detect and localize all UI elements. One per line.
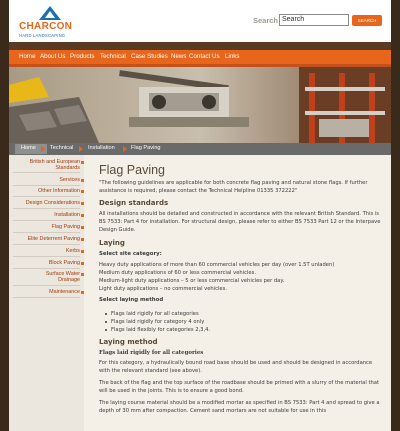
rigid-paragraph-3: The laying course material should be a modified mortar as specified in BS 7533: Part 4 and spread to give a depth of 30 mm after compaction. Cement sand mortars are not suitable for use in this [99,400,380,414]
sidebar-item-flag-paving[interactable]: Flag Paving [51,224,80,230]
search-button[interactable]: SEARCH [352,15,382,26]
nav-technical[interactable]: Technical [100,53,126,60]
breadcrumb-arrow-icon [123,146,127,152]
hero-image [9,67,391,143]
breadcrumb-technical[interactable]: Technical [50,145,74,151]
sidebar-item-other-information[interactable]: Other Information [38,188,80,194]
laying-method-flexible[interactable]: Flags laid flexibly for categories 2,3,4. [111,327,211,333]
site-category-medium-light[interactable]: Medium-light duty applications – 5 or less commercial vehicles per day. [99,278,285,284]
search-input[interactable]: Search [279,14,349,26]
rigid-paragraph-1: For this category, a hydraulically bound road base should be used and should be designed in accordance with the relevant standard (see above). [99,360,373,374]
nav-top-strip [9,42,391,50]
site-category-heavy[interactable]: Heavy duty applications of more than 60 commercial vehicles per day (over 1.5T unladen) [99,262,335,268]
charcon-logo[interactable] [19,6,81,40]
nav-about-us[interactable]: About Us [40,53,66,60]
breadcrumb-home[interactable]: Home [21,145,36,151]
intro-text: "The following guidelines are applicable for both concrete flag paving and natural stone flags. If further assistance is required, please contact the Technical Helpline 01335 372222" [99,180,368,194]
nav-case-studies[interactable]: Case Studies [131,53,168,60]
laying-method-rigid-all[interactable]: Flags laid rigidly for all categories [111,311,199,317]
breadcrumb [9,143,391,155]
laying-method-heading: Laying method [99,338,158,346]
logo-tagline: HARD LANDSCAPING [19,33,66,38]
rigid-paragraph-2: The back of the flag and the top surface of the roadbase should be primed with a slurry of the material that will be used in the joints. This is to ensure a good bond. [99,380,379,394]
sidebar-item-design-considerations[interactable]: Design Considerations [25,200,80,206]
sidebar [9,155,84,431]
breadcrumb-arrow-icon [41,146,45,152]
nav-products[interactable]: Products [70,53,95,60]
page-title: Flag Paving [99,163,166,177]
design-standards-text: All installations should be detailed and constructed in accordance with the relevant British Standard. This is BS 7533: Part 4 for installation. For structural design, please refer to either BS 7533 Part 12 or the Interpave Design Guide. [99,211,381,233]
page-frame [9,0,391,431]
main-nav [9,50,391,64]
design-standards-heading: Design standards [99,199,169,207]
sidebar-item-standards[interactable]: British and European Standards [29,159,80,172]
sidebar-item-block-paving[interactable]: Block Paving [48,260,80,266]
site-header [9,0,391,42]
nav-links[interactable]: Links [225,53,240,60]
site-category-light[interactable]: Light duty applications – no commercial vehicles. [99,286,227,292]
nav-news[interactable]: News [171,53,187,60]
logo-name: CHARCON [19,21,73,32]
search-label: Search [253,16,279,25]
sidebar-item-surface-water-drainage[interactable]: Surface Water Drainage [45,271,80,284]
sidebar-item-maintenance[interactable]: Maintenance [49,289,80,295]
breadcrumb-installation[interactable]: Installation [88,145,115,151]
breadcrumb-current: Flag Paving [131,145,161,151]
rigid-heading: Flags laid rigidly for all categories [99,350,204,356]
site-category-heading: Select site category: [99,251,162,257]
nav-contact-us[interactable]: Contact Us [189,53,220,60]
sidebar-item-elite-deterrent-paving[interactable]: Elite Deterrent Paving [27,236,80,242]
nav-home[interactable]: Home [19,53,36,60]
laying-method-select-heading: Select laying method [99,297,164,303]
paving-machine-photo [9,67,391,143]
main-content [89,155,385,431]
sidebar-item-kerbs[interactable]: Kerbs [65,248,80,254]
breadcrumb-arrow-icon [79,146,83,152]
laying-method-rigid-cat4[interactable]: Flags laid rigidly for category 4 only [111,319,205,325]
sidebar-item-services[interactable]: Services [59,177,80,183]
laying-heading: Laying [99,239,125,247]
site-category-medium[interactable]: Medium duty applications of 60 or less commercial vehicles. [99,270,256,276]
sidebar-item-installation[interactable]: Installation [54,212,80,218]
